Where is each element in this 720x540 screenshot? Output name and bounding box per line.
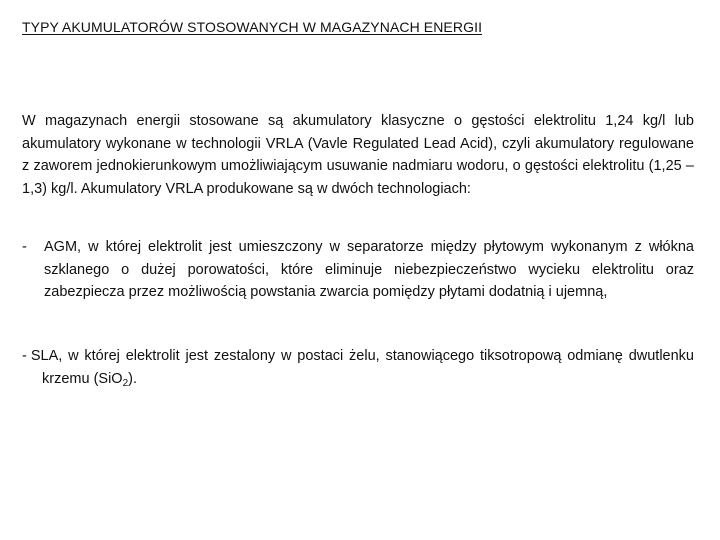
list-item-agm bbox=[22, 236, 694, 304]
list-item-text: AGM, w której elektrolit jest umieszczony w separatorze między płytowym wykonanym z włókna szklanego o dużej porowatości, które eliminuje niebezpieczeństwo wycieku elektrolitu oraz zabezpiecza przez możliwością powstania zwarcia pomiędzy płytami dodatnią i ujemną, bbox=[44, 239, 694, 300]
intro-paragraph: W magazynach energii stosowane są akumulatory klasyczne o gęstości elektrolitu 1,24 kg/l lub akumulatory wykonane w technologii VRLA (Vavle Regulated Lead Acid), czyli akumulatory regulowane z zaworem jednokierunkowym umożliwiającym usuwanie nadmiaru wodoru, o gęstości elektrolitu (1,25 – 1,3) kg/l. Akumulatory VRLA produkowane są w dwóch technologiach: bbox=[22, 113, 694, 197]
list-item-text: SLA, w której elektrolit jest zestalony w postaci żelu, stanowiącego tiksotropową odmianę dwutlenku krzemu (SiO bbox=[30, 348, 694, 387]
list-item-sla bbox=[22, 345, 694, 390]
list-bullet: - bbox=[22, 348, 27, 364]
list-item-text-end: ). bbox=[128, 370, 137, 387]
document-title: TYPY AKUMULATORÓW STOSOWANYCH W MAGAZYNACH ENERGII bbox=[22, 19, 483, 35]
subscript: 2 bbox=[122, 377, 129, 389]
list-bullet: - bbox=[22, 239, 27, 255]
